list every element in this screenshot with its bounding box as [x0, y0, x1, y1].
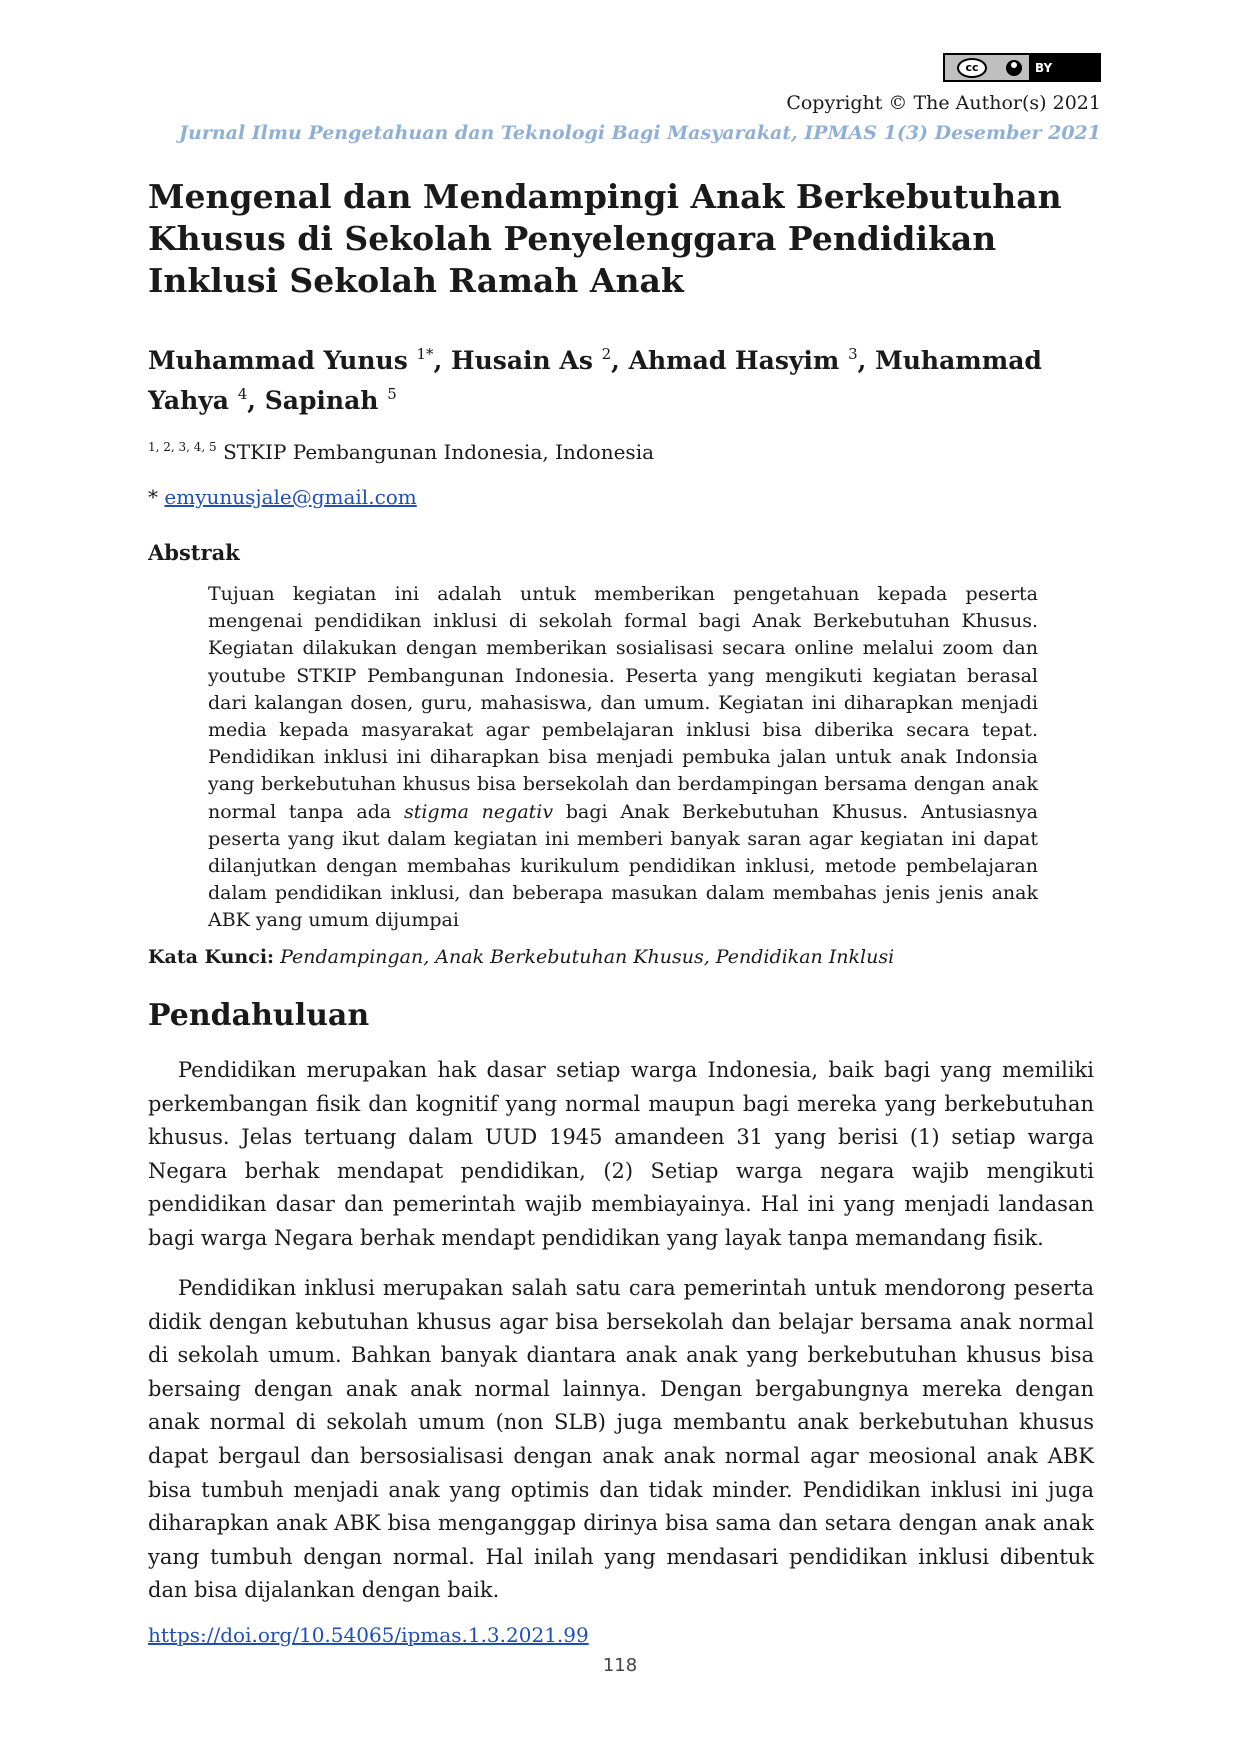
- author-name: Muhammad Yahya: [148, 346, 1042, 415]
- author-affiliation-marker: 3: [848, 345, 858, 363]
- abstract-heading: Abstrak: [148, 540, 240, 565]
- affiliation-markers: 1, 2, 3, 4, 5: [148, 440, 217, 454]
- author-name: Muhammad Yunus: [148, 346, 408, 375]
- abstract-text: bagi Anak Berkebutuhan Khusus. Antusiasnya peserta yang ikut dalam kegiatan ini memberi banyak saran agar kegiatan ini dapat dilanjutkan dengan membahas kurikulum pendidikan inklusi, metode pembelajaran dalam pendidikan inklusi, dan beberapa masukan dalam membahas jenis jenis anak ABK yang umum dijumpai: [208, 800, 1038, 932]
- cc-logo: [945, 55, 999, 80]
- affiliation-text: STKIP Pembangunan Indonesia, Indonesia: [223, 440, 655, 464]
- author-name: Sapinah: [264, 386, 379, 415]
- affiliation: [148, 440, 654, 464]
- abstract-text: Tujuan kegiatan ini adalah untuk memberikan pengetahuan kepada peserta mengenai pendidikan inklusi di sekolah formal bagi Anak Berkebutuhan Khusus. Kegiatan dilakukan dengan memberikan sosialisasi secara online melalui zoom dan youtube STKIP Pembangunan Indonesia. Peserta yang mengikuti kegiatan berasal dari kalangan dosen, guru, mahasiswa, dan umum. Kegiatan ini diharapkan menjadi media kepada masyarakat agar pembelajaran inklusi bisa diberika secara tepat. Pendidikan inklusi ini diharapkan bisa menjadi pembuka jalan untuk anak Indonsia yang berkebutuhan khusus bisa bersekolah dan berdampingan bersama dengan anak normal tanpa ada: [208, 583, 1038, 823]
- abstract-italic-term: stigma negativ: [403, 800, 554, 823]
- body-paragraph: Pendidikan merupakan hak dasar setiap warga Indonesia, baik bagi yang memiliki perkembangan fisik dan kognitif yang normal maupun bagi mereka yang berkebutuhan khusus. Jelas tertuang dalam UUD 1945 amandeen 31 yang berisi (1) setiap warga Negara berhak mendapat pendidikan, (2) Setiap warga negara wajib mengikuti pendidikan dasar dan pemerintah wajib membiayainya. Hal ini yang menjadi landasan bagi warga Negara berhak mendapt pendidikan yang layak tanpa memandang fisik.: [148, 1058, 1094, 1250]
- copyright-notice: Copyright © The Author(s) 2021: [786, 92, 1101, 114]
- author-name: Husain As: [450, 346, 593, 375]
- author-affiliation-marker: 1*: [416, 345, 434, 363]
- cc-icon: cc: [957, 58, 987, 78]
- paper-title: Mengenal dan Mendampingi Anak Berkebutuhan Khusus di Sekolah Penyelenggara Pendidikan Inklusi Sekolah Ramah Anak: [148, 177, 1062, 300]
- keywords-label: Kata Kunci:: [148, 946, 275, 968]
- body-paragraph: Pendidikan inklusi merupakan salah satu cara pemerintah untuk mendorong peserta didik dengan kebutuhan khusus agar bisa bersekolah dan belajar bersama anak normal di sekolah umum. Bahkan banyak diantara anak anak yang berkebutuhan khusus bisa bersaing dengan anak anak normal lainnya. Dengan bergabungnya mereka dengan anak normal di sekolah umum (non SLB) juga membantu anak berkebutuhan khusus dapat bergaul dan bersosialisasi dengan anak anak normal agar meosional anak ABK bisa tumbuh menjadi anak yang optimis dan tidak minder. Pendidikan inklusi ini juga diharapkan anak ABK bisa menganggap dirinya bisa sama dan setara dengan anak anak yang tumbuh dengan normal. Hal inilah yang mendasari pendidikan inklusi dibentuk dan bisa dijalankan dengan baik.: [148, 1276, 1094, 1603]
- cc-by-license-badge[interactable]: [943, 53, 1101, 82]
- keywords-text: Pendampingan, Anak Berkebutuhan Khusus, Pendidikan Inklusi: [280, 946, 895, 968]
- correspondence-marker: *: [148, 485, 165, 509]
- page-number: 118: [602, 1655, 638, 1676]
- author-affiliation-marker: 4: [237, 385, 248, 403]
- doi-link[interactable]: https://doi.org/10.54065/ipmas.1.3.2021.99: [148, 1623, 589, 1647]
- section-heading: Pendahuluan: [148, 998, 370, 1033]
- correspondence: [148, 485, 417, 509]
- keywords: [148, 946, 894, 968]
- author-list: Muhammad Yunus $^{1*}$, Husain As $^2$, Ahmad Hasyim $^3$, Muhammad Yahya $^4$, Sapinah $^5$: [148, 345, 1042, 415]
- author-affiliation-marker: 5: [387, 385, 397, 403]
- journal-name: Jurnal Ilmu Pengetahuan dan Teknologi Bagi Masyarakat, IPMAS 1(3) Desember 2021: [179, 122, 1101, 144]
- author-name: Ahmad Hasyim: [628, 346, 840, 375]
- email-link[interactable]: emyunusjale@gmail.com: [164, 485, 417, 509]
- author-affiliation-marker: 2: [601, 345, 612, 363]
- abstract-body: [208, 581, 1038, 935]
- by-label: BY: [1029, 55, 1099, 80]
- attribution-person-icon: [999, 55, 1029, 80]
